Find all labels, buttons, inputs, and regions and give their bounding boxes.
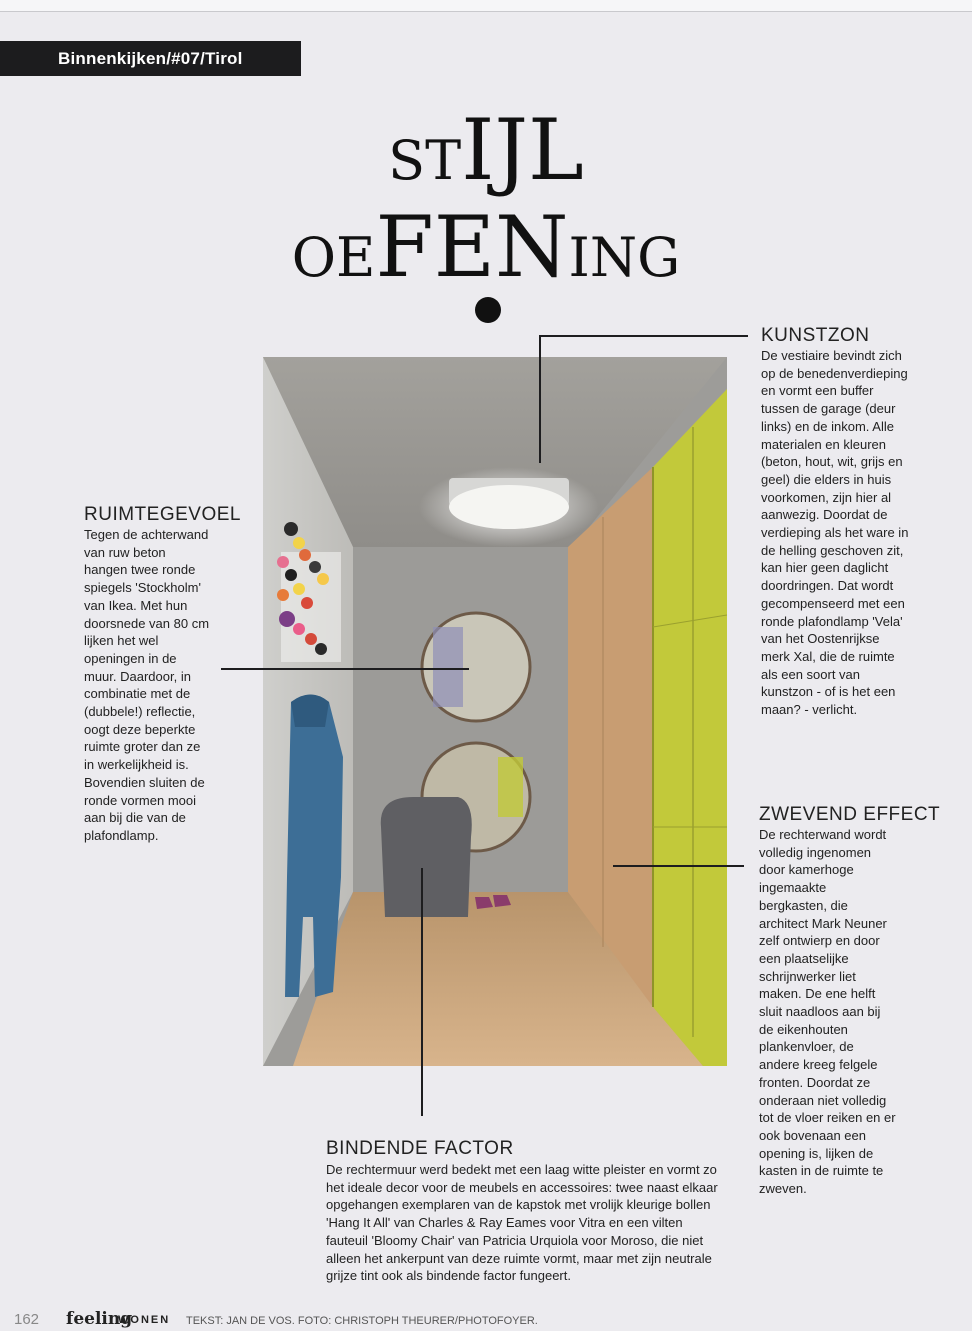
heading-kunstzon: KUNSTZON xyxy=(761,325,870,346)
title-part-large: FEN xyxy=(375,198,569,296)
text-kunstzon: De vestiaire bevindt zich op de benedenverdieping en vormt een buffer tussen de garage (deur links) en de inkom. Alle materialen en kleuren (beton, hout, wit, grijs en geel) die elders in huis voorkomen, zijn hier al aanwezig. Doordat de verdieping als het ware in de helling geschoven zit, kan hier geen daglicht doordringen. Dat wordt gecompenseerd met een ronde plafondlamp 'Vela' van het Oostenrijkse merk Xal, die de ruimte als een soort van kunstzon - of is het een maan? - verlicht. xyxy=(761,348,909,718)
text-zwevend-effect: De rechterwand wordt volledig ingenomen door kamerhoge ingemaakte bergkasten, die architect Mark Neuner zelf ontwierp en door een plaatselijke schrijnwerker liet maken. De ene helft sluit naadloos aan bij de eikenhouten plankenvloer, de andere kreeg felgele fronten. Doordat ze onderaan niet volledig tot de vloer reiken en er ook bovenaan een opening is, lijken de kasten in de ruimte te zweven. xyxy=(759,827,896,1197)
page-title-line-2 xyxy=(0,198,972,296)
text-bindende-factor: De rechtermuur werd bedekt met een laag witte pleister en vormt zo het ideale decor voor de meubels en accessoires: twee naast elkaar opgehangen exemplaren van de kapstok met vrolijk kleurige bollen 'Hang It All' van Charles & Ray Eames voor Vitra en een vilten fauteuil 'Bloomy Chair' van Patricia Urquiola voor Moroso, die niet alleen het ankerpunt van deze ruimte vormt, maar met zijn neutrale grijze tint ook als bindende factor fungeert. xyxy=(326,1162,718,1284)
title-part: ST xyxy=(388,129,462,192)
heading-ruimtegevoel: RUIMTEGEVOEL xyxy=(84,504,241,525)
section-kicker: Binnenkijken/#07/Tirol xyxy=(0,41,301,76)
page-title-line-1 xyxy=(0,101,972,199)
page-number: 162 xyxy=(14,1311,40,1328)
callout-line-kunstzon xyxy=(540,335,748,337)
title-part-large: IJL xyxy=(461,101,584,199)
title-part: OE xyxy=(291,226,376,289)
magazine-logo-feeling: feeling xyxy=(66,1309,133,1329)
callout-line-zwevend xyxy=(613,865,744,867)
title-bullet xyxy=(475,297,501,323)
page-top-edge xyxy=(0,0,972,12)
callout-line-bindende xyxy=(421,868,423,1116)
heading-bindende-factor: BINDENDE FACTOR xyxy=(326,1138,514,1159)
callout-line-kunstzon-vertical xyxy=(539,335,541,463)
cloakroom-photo xyxy=(263,357,727,1066)
title-part: ING xyxy=(568,226,681,289)
photo-credits: TEKST: JAN DE VOS. FOTO: CHRISTOPH THEURER/PHOTOFOYER. xyxy=(186,1315,538,1327)
heading-zwevend-effect: ZWEVEND EFFECT xyxy=(759,804,941,825)
callout-line-ruimtegevoel xyxy=(221,668,469,670)
text-ruimtegevoel: Tegen de achterwand van ruw beton hangen twee ronde spiegels 'Stockholm' van Ikea. Met hun doorsnede van 80 cm lijken het wel openingen in de muur. Daardoor, in combinatie met de (dubbele!) reflectie, oogt deze beperkte ruimte groter dan ze in werkelijkheid is. Bovendien sluiten de ronde vormen mooi aan bij die van de plafondlamp. xyxy=(84,527,210,843)
magazine-logo-wonen: WONEN xyxy=(118,1314,171,1326)
